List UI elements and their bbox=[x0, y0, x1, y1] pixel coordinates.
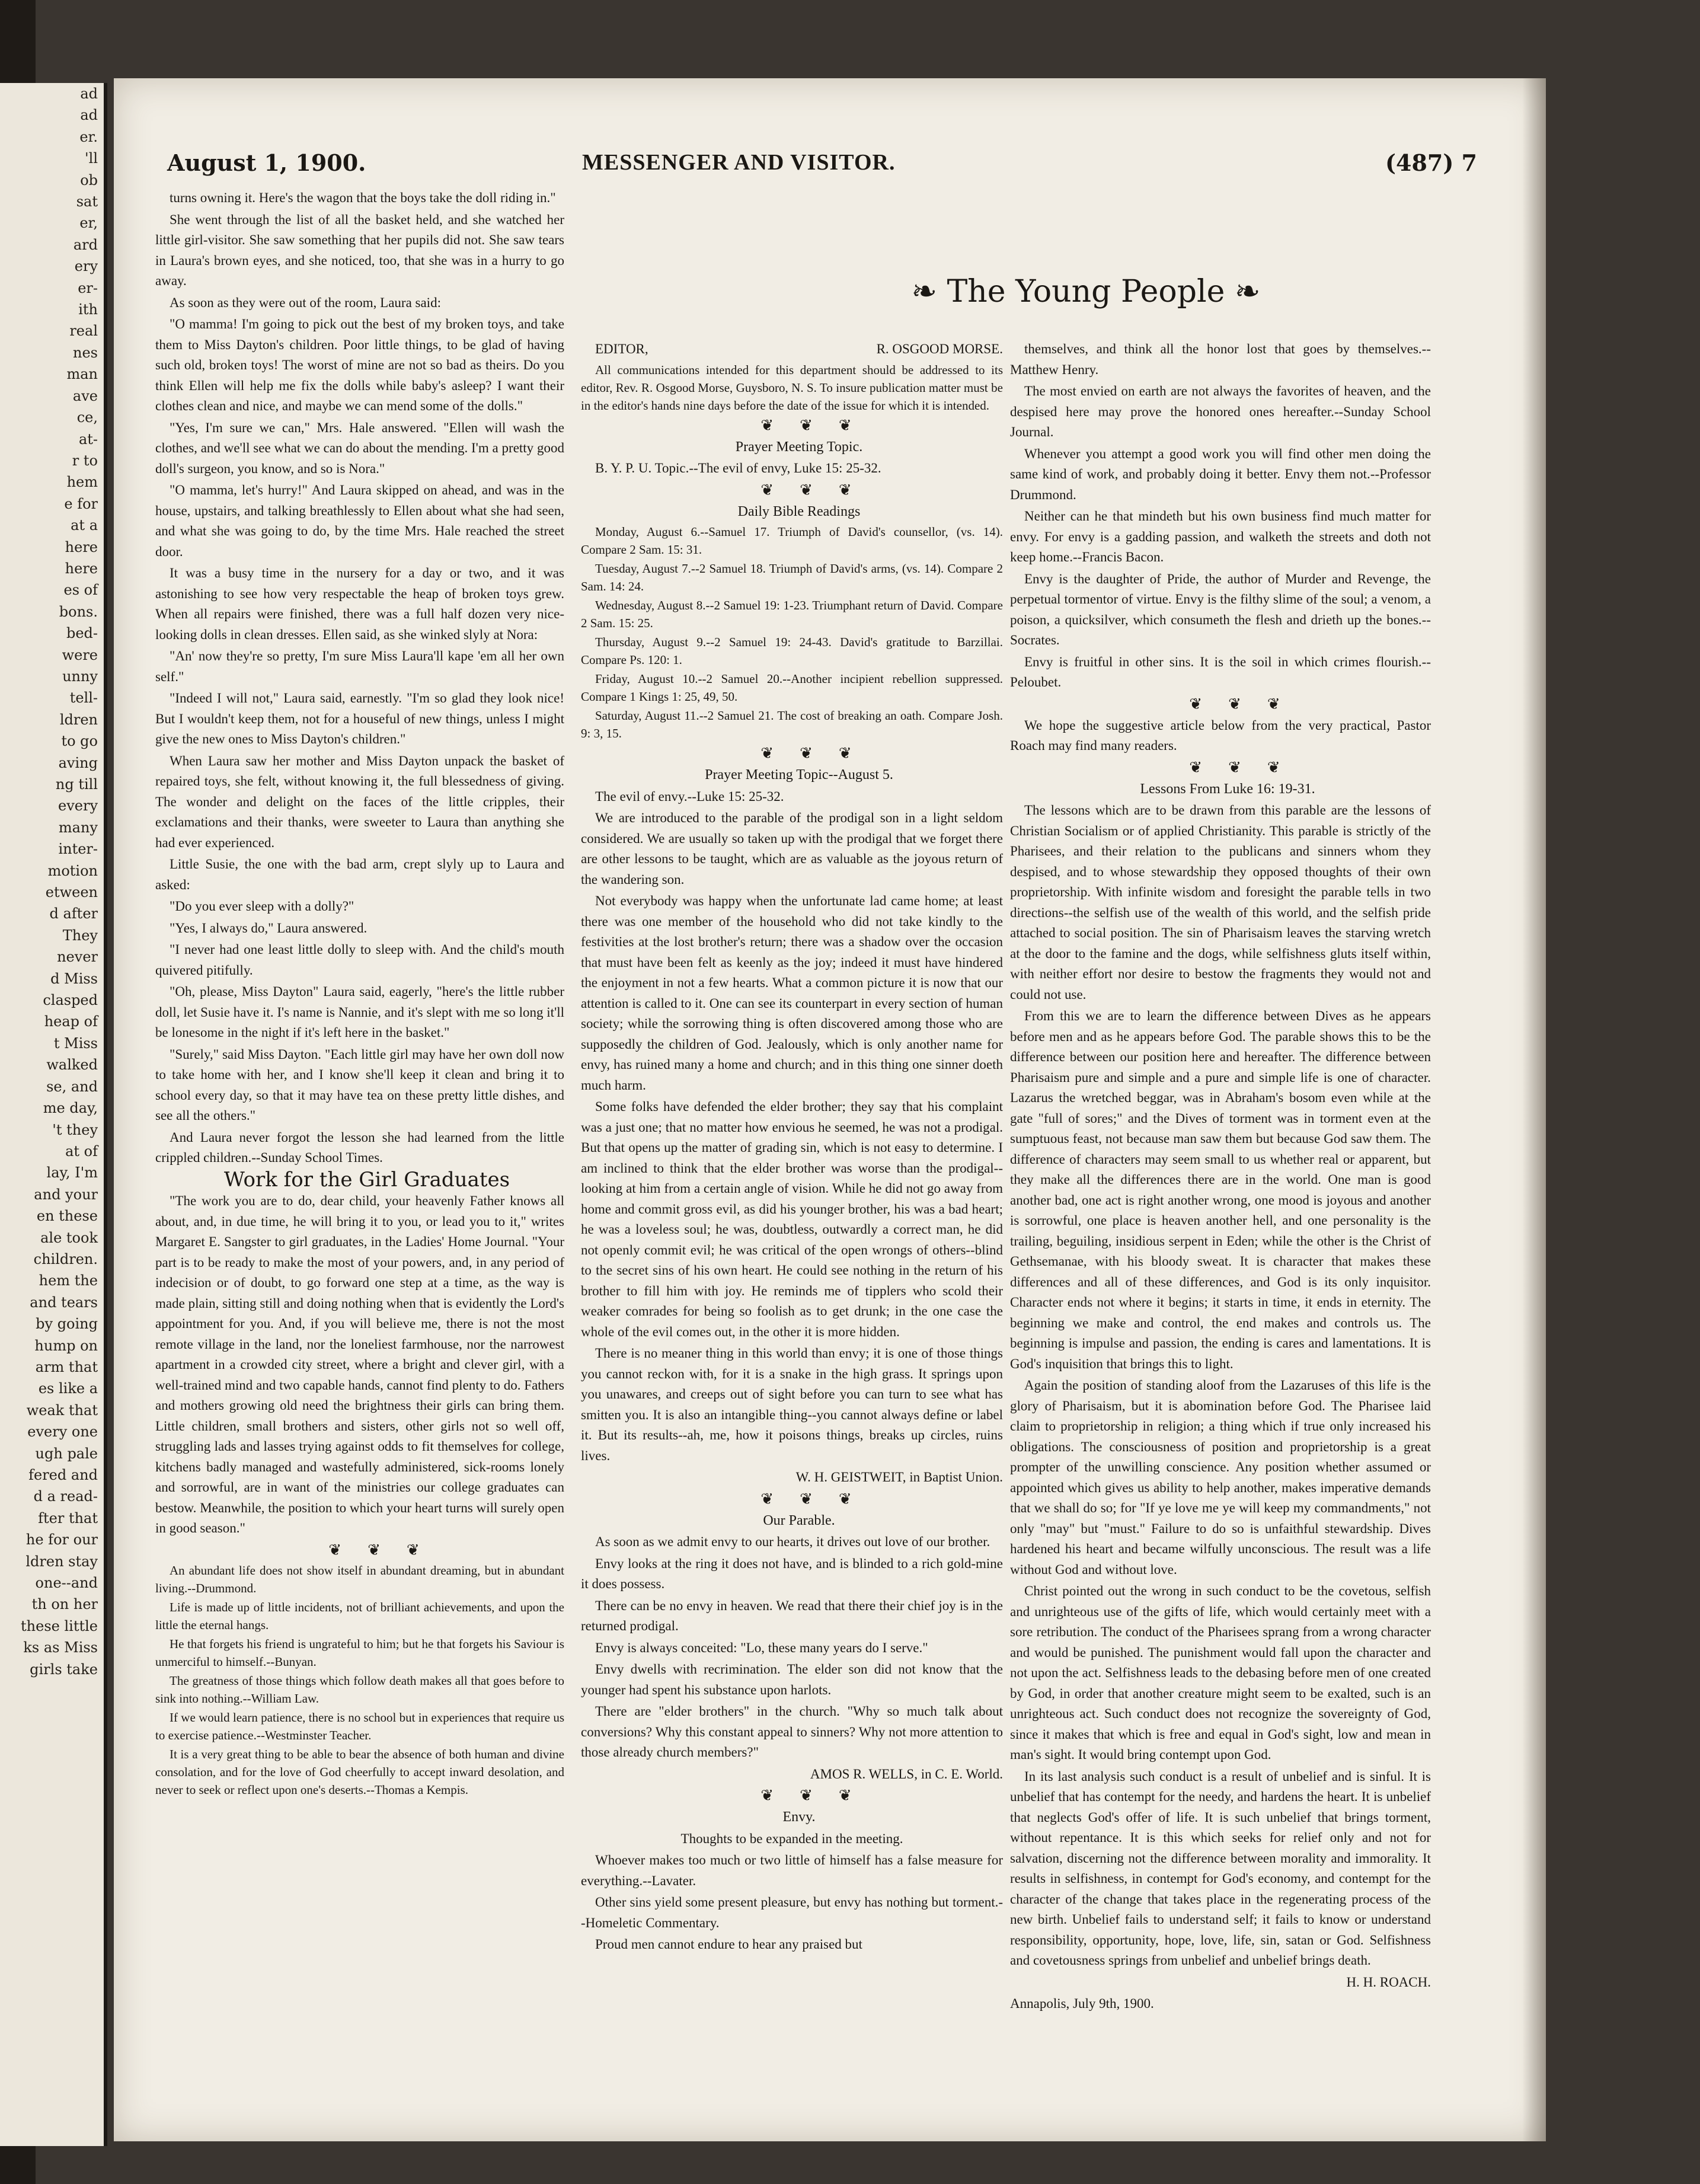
envy-quote: themselves, and think all the honor lost that goes by themselves.--Matthew Henry. bbox=[1010, 341, 1431, 377]
column-right bbox=[1010, 339, 1431, 2016]
august5-article bbox=[581, 787, 1003, 1467]
story-continuation bbox=[155, 188, 564, 1168]
story-paragraph: "O mamma, let's hurry!" And Laura skipped on ahead, and was in the house, upstairs, and talking breathlessly to Ellen about what she had seen, and what she was going to do, by the time Mrs. Hale reached the street door. bbox=[155, 483, 564, 559]
envy-quote: Envy is fruitful in other sins. It is the soil in which crimes flourish.--Peloubet. bbox=[1010, 654, 1431, 689]
lessons-article bbox=[1010, 800, 1431, 1971]
editor-note: All communications intended for this department should be addressed to its editor, Rev. R. Osgood Morse, Guysboro, N. S. To insure publication matter must be in the editor's hands nine days before the date of the issue for which it is intended. bbox=[581, 362, 1003, 413]
story-paragraph: It was a busy time in the nursery for a day or two, and it was astonishing to see how very respectable the heap of broken toys grew. When all repairs were finished, there was a full half dozen very nice-looking dolls in clean dresses. Ellen said, as she winked slyly at Nora: bbox=[155, 566, 564, 642]
fleuron-icon: ❦ bbox=[1189, 695, 1203, 713]
sliver-line: weak that bbox=[26, 1401, 98, 1419]
sliver-line: at- bbox=[78, 430, 98, 448]
sliver-line: hem bbox=[66, 474, 98, 491]
story-paragraph: When Laura saw her mother and Miss Dayton unpack the basket of repaired toys, she felt, without knowing it, the full blessedness of giving. The wonder and delight on the faces of the little cripples, their exclamations and their thanks, were sweeter to Laura than anything she had ever experienced. bbox=[155, 753, 564, 850]
work-paragraph: "The work you are to do, dear child, your heavenly Father knows all about, and, in due time, he will bring it to you, or lead you to it," writes Margaret E. Sangster to girl graduates, in the Ladies' Home Journal. "Your part is to be ready to make the most of your powers, and, in any period of indecision or of doubt, to go forward one step at a time, as the way is made plain, sitting still and doing nothing when that is evidently the Lord's appointment for you. And, if you will believe me, there is not the most remote village in the land, nor the loneliest farmhouse, nor the narrowest apartment in a crowded city street, where a bright and clever girl, with a well-trained mind and two capable hands, cannot find plenty to do. Fathers and mothers growing old need the brightness their girls can bring them. Little children, small brothers and sisters, other girls not so well off, struggling lads and lasses trying against odds to fit themselves for college, kitchens badly managed and wastefully administered, sick-rooms lonely and sorrowful, are in want of the ministries our college graduates can bestow. Meanwhile, the position to which your heart turns will surely open in good season." bbox=[155, 1193, 564, 1535]
closing-signature: H. H. ROACH. bbox=[1346, 1974, 1431, 1990]
sliver-line: d Miss bbox=[50, 970, 98, 987]
issue-date: August 1, 1900. bbox=[167, 149, 366, 176]
sliver-line: es like a bbox=[38, 1380, 98, 1397]
sliver-line: man bbox=[66, 366, 98, 383]
envy-quotes bbox=[1010, 339, 1431, 693]
ornament-divider bbox=[581, 1489, 1003, 1509]
fleuron-icon: ❦ bbox=[800, 1490, 813, 1508]
sliver-line: 'll bbox=[85, 150, 98, 167]
envy-article bbox=[581, 1850, 1003, 1955]
envy-paragraph: Other sins yield some present pleasure, but envy has nothing but torment.--Homeletic Commentary. bbox=[581, 1895, 1003, 1930]
fleuron-icon: ❦ bbox=[1228, 695, 1241, 713]
sliver-line: bed- bbox=[66, 625, 98, 642]
fleuron-icon: ❦ bbox=[760, 481, 774, 499]
sliver-line: th on her bbox=[31, 1596, 98, 1613]
article-paragraph: There is no meaner thing in this world than envy; it is one of those things you cannot reckon with, for it is a snake in the high grass. It springs upon you unawares, and creeps out of sight before you can turn to see what has smitten you. It is also an intangible thing--you cannot always define or label it. But its results--ah, me, how it poisons things, breaks up circles, ruins lives. bbox=[581, 1346, 1003, 1463]
story-paragraph: "Oh, please, Miss Dayton" Laura said, eagerly, "here's the little rubber doll, let Susie have it. I's name is Nannie, and it's slept with me so long it'll be lonesome in the night if it's left here in the basket." bbox=[155, 984, 564, 1040]
sliver-line: every one bbox=[27, 1423, 98, 1441]
fleuron-icon: ❦ bbox=[1228, 758, 1241, 776]
sliver-line: arm that bbox=[35, 1358, 98, 1375]
sliver-line: ob bbox=[80, 171, 98, 189]
sliver-line: here bbox=[65, 560, 98, 577]
sliver-line: se, and bbox=[46, 1078, 98, 1095]
sliver-line: sat bbox=[76, 193, 98, 210]
parable-paragraph: Envy dwells with recrimination. The elder son did not know that the younger had spent his substance upon harlots. bbox=[581, 1662, 1003, 1697]
sliver-line: aving bbox=[58, 754, 98, 771]
daily-readings bbox=[581, 523, 1003, 742]
story-paragraph: "Surely," said Miss Dayton. "Each little girl may have her own doll now to take home with her, and I know she'll keep it clean and bring it to school every day, so that it may have tea on these pretty little dishes, and see all the others." bbox=[155, 1046, 564, 1123]
fleuron-icon: ❦ bbox=[838, 1787, 852, 1804]
sliver-line: ng till bbox=[55, 776, 98, 793]
quote-paragraph: If we would learn patience, there is no school but in experiences that require us to exercise patience.--Westminster Teacher. bbox=[155, 1710, 564, 1742]
fleuron-icon: ❦ bbox=[800, 745, 813, 762]
sliver-line: hem the bbox=[39, 1272, 98, 1289]
august5-title: Prayer Meeting Topic--August 5. bbox=[705, 767, 893, 783]
fleuron-icon: ❦ bbox=[760, 416, 774, 434]
sliver-line: inter- bbox=[58, 841, 98, 858]
envy-title: Envy. bbox=[782, 1809, 816, 1825]
lessons-title: Lessons From Luke 16: 19-31. bbox=[1140, 781, 1315, 797]
fleuron-icon: ❦ bbox=[800, 1787, 813, 1804]
sliver-line: ks as Miss bbox=[23, 1639, 98, 1656]
department-title bbox=[819, 274, 1353, 321]
ornament-divider bbox=[1010, 694, 1431, 714]
sliver-line: and tears bbox=[30, 1294, 98, 1311]
sliver-line: They bbox=[62, 927, 98, 944]
daily-readings-title: Daily Bible Readings bbox=[737, 503, 861, 519]
sliver-line: fter that bbox=[38, 1509, 98, 1527]
sliver-line: fered and bbox=[28, 1467, 98, 1483]
sliver-line: walked bbox=[46, 1056, 98, 1074]
hope-paragraph: We hope the suggestive article below from the very practical, Pastor Roach may find many readers. bbox=[1010, 717, 1431, 753]
fleuron-icon: ❦ bbox=[760, 745, 774, 762]
quote-paragraph: He that forgets his friend is ungrateful to him; but he that forgets his Saviour is unmerciful to himself.--Bunyan. bbox=[155, 1636, 564, 1669]
sliver-line: es of bbox=[63, 582, 98, 599]
article-paragraph: The evil of envy.--Luke 15: 25-32. bbox=[595, 788, 784, 804]
quote-paragraph: The greatness of those things which follow death makes all that goes before to sink into nothing.--William Law. bbox=[155, 1673, 564, 1706]
article-paragraph: Some folks have defended the elder brother; they say that his complaint was a just one; that no matter how envious he seemed, he was not a prodigal. But that opens up the matter of grading sin, which is not easy to determine. I am inclined to think that the elder brother was worse than the prodigal--looking at him from a certain angle of vision. While he did not go away from home and commit gross evil, as did his younger brother, his was a bad heart; he was a loveless soul; he was, doubtless, outwardly a correct man, he did not openly commit evil; he was critical of the open wrongs of others--blind to the secret sins of his own heart. He could see nothing in the return of his brother to fill him with joy. He reminds me of tipplers who scold their weaker comrades for being so foolish as to get drunk; in the one case the whole of the evil comes out, in the other it is more hidden. bbox=[581, 1099, 1003, 1339]
sliver-line: many bbox=[58, 819, 98, 836]
story-paragraph: "Do you ever sleep with a dolly?" bbox=[170, 899, 354, 914]
sliver-line: at a bbox=[71, 517, 98, 534]
sliver-line: every bbox=[58, 797, 98, 815]
quote-paragraph: An abundant life does not show itself in abundant dreaming, but in abundant living.--Drummond. bbox=[155, 1563, 564, 1595]
ornament-divider bbox=[581, 743, 1003, 764]
sliver-line: unny bbox=[62, 668, 98, 685]
daily-reading: Monday, August 6.--Samuel 17. Triumph of David's counsellor, (vs. 14). Compare 2 Sam. 15: 31. bbox=[581, 525, 1003, 557]
sliver-line: ale took bbox=[40, 1229, 98, 1246]
parable-article bbox=[581, 1532, 1003, 1763]
page-shadow bbox=[1522, 78, 1546, 2141]
sliver-line: er. bbox=[79, 128, 98, 145]
sliver-line: hump on bbox=[34, 1337, 98, 1354]
fleuron-icon: ❦ bbox=[800, 481, 813, 499]
parable-paragraph: Envy is always conceited: "Lo, these many years do I serve." bbox=[595, 1640, 928, 1655]
fleuron-icon: ❦ bbox=[838, 481, 852, 499]
sliver-line: at of bbox=[65, 1142, 98, 1160]
parable-paragraph: There can be no envy in heaven. We read that there their chief joy is in the returned prodigal. bbox=[581, 1598, 1003, 1633]
sliver-line: real bbox=[69, 323, 98, 340]
fleuron-left-icon: ❧ bbox=[911, 274, 947, 309]
sliver-line: nes bbox=[73, 344, 98, 361]
envy-quote: Whenever you attempt a good work you will find other men doing the same kind of work, and probably doing it better. Envy them not.--Professor Drummond. bbox=[1010, 446, 1431, 502]
parable-title: Our Parable. bbox=[763, 1512, 835, 1528]
august5-signature: W. H. GEISTWEIT, in Baptist Union. bbox=[795, 1470, 1003, 1484]
envy-quote: Neither can he that mindeth but his own business find much matter for envy. For envy is a gadding passion, and walketh the streets and doth not keep home.--Francis Bacon. bbox=[1010, 509, 1431, 564]
sliver-line: etween bbox=[45, 884, 98, 901]
story-paragraph: She went through the list of all the basket held, and she watched her little girl-visitor. She saw something that her pupils did not. She saw tears in Laura's brown eyes, and she noticed, too, that she was in a hurry to go away. bbox=[155, 212, 564, 288]
sliver-line: d a read- bbox=[33, 1488, 98, 1505]
editor-name: R. OSGOOD MORSE. bbox=[876, 341, 1003, 356]
sliver-line: lay, I'm bbox=[46, 1164, 98, 1182]
fleuron-icon: ❦ bbox=[1267, 758, 1280, 776]
story-paragraph: Little Susie, the one with the bad arm, crept slyly up to Laura and asked: bbox=[155, 857, 564, 892]
sliver-line: t Miss bbox=[53, 1034, 98, 1052]
daily-reading: Thursday, August 9.--2 Samuel 19: 24-43. David's gratitude to Barzillai. Compare Ps. 120: 1. bbox=[581, 635, 1003, 667]
closing-place: Annapolis, July 9th, 1900. bbox=[1010, 1996, 1154, 2011]
sliver-line: ldren bbox=[59, 711, 98, 728]
previous-page-edge bbox=[0, 83, 107, 2146]
quote-paragraph: It is a very great thing to be able to bear the absence of both human and divine consolation, and for the love of God cheerfully to accept inward desolation, and never to seek or reflect upon one's deserts.--Thomas a Kempis. bbox=[155, 1746, 564, 1797]
sliver-line: ad bbox=[80, 85, 98, 102]
sliver-line: by going bbox=[36, 1315, 98, 1333]
lessons-paragraph: In its last analysis such conduct is a result of unbelief and is sinful. It is unbelief that has contempt for the needy, and hardens the heart. It is unbelief that neglects God's offer of life. It is such unbelief that brings torment, without repentance. It is this which seeks for relief only and not for salvation, discerning not the difference between morality and immorality. It results in selfishness, in contempt for God's economy, and contempt for the character of the change that takes place in the regenerating process of the new birth. Unbelief fails to understand self; it fails to know or understand responsibility, opportunity, hope, love, life, sin, satan or God. Selfishness and covetousness springs from unbelief and unbelief brings death. bbox=[1010, 1768, 1431, 1968]
lessons-paragraph: The lessons which are to be drawn from this parable are the lessons of Christian Socialism or of applied Christianity. This parable is strictly of the Pharisees, and their relation to the publicans and sinners whom they despised, and to whose stewardship they opposed thoughts of their own proprietorship. With infinite wisdom and foresight the parable tells in two directions--the selfish use of the wealth of this world, and the selfish pride attached to social position. The sin of Pharisaism leaves the starving wretch at the door to the famine and the dogs, while selfishness gluts itself within, with neither effort nor desire to bestow the fragments they would not and could not use. bbox=[1010, 803, 1431, 1002]
sliver-line: children. bbox=[33, 1250, 98, 1267]
article-paragraph: Not everybody was happy when the unfortunate lad came home; at least there was one member of the household who did not take kindly to the festivities at the lost brother's return; there was a shadow over the occasion that must have been felt as keenly as the joy; indeed it must have hindered the enjoyment in not a few hearts. What a common picture it is now that our attention is called to it. One can see its counterpart in every section of human society; while the sorrowing thing is often discovered among those who are supposedly the children of God. Jealously, which is only another name for envy, has ruined many a home and church; and in this thing one sinner doeth much harm. bbox=[581, 893, 1003, 1093]
quotes-block bbox=[155, 1562, 564, 1799]
fleuron-icon: ❦ bbox=[838, 1490, 852, 1508]
ornament-divider bbox=[581, 1786, 1003, 1806]
ornament-divider bbox=[581, 480, 1003, 500]
lessons-paragraph: From this we are to learn the difference between Dives as he appears before men and as he appears before God. The parable shows this to be the difference between our position here and hereafter. The difference between Pharisaism pure and simple and a pure and simple life is one of character. Lazarus the wretched beggar, was in Abraham's bosom even while at the gate "full of sores;" and the Dives of torment was in torment even at the sumptuous feast, not because man saw them but because God saw them. The difference of characters may seem small to us whether real or apparent, but they make all the differences there are in the world. One man is good another bad, one act is right another wrong, one mood is joyous and another is sorrowful, one place is heaven another hell, and one personality is the trailing, beguiling, insidious serpent in Eden; while the other is the Christ of Gethsemanae, with his bloody sweat. It is character that makes these differences and all of these differences, and God is its only inquisitor. Character ends not where it begins; it starts in time, it ends in eternity. The beginning we make and control, the end makes and controls us. The beginning is impulse and passion, the ending is cares and lamentations. It is God's inquisition that brings this to light. bbox=[1010, 1008, 1431, 1371]
page-number: (487) 7 bbox=[1385, 149, 1477, 176]
sliver-line: me day, bbox=[43, 1100, 98, 1117]
sliver-line: ith bbox=[78, 301, 98, 318]
sliver-line: clasped bbox=[43, 992, 98, 1009]
story-paragraph: "Yes, I'm sure we can," Mrs. Hale answered. "Ellen will wash the clothes, and we'll see what we can do about the mending. I'm a pretty good doll's surgeon, you know, and so is Nora." bbox=[155, 420, 564, 476]
lessons-paragraph: Again the position of standing aloof from the Lazaruses of this life is the glory of Pharisaism, but it is abomination before God. The Pharisee laid claim to proprietorship in religion; a thing which if true only increased his obligations. The consciousness of position and proprietorship is a great prompter of the unwilling conscience. Any position whether assumed or appointed which gives us ability to help another, makes imperative demands that we shall do so; for "If ye love me ye will keep my commandments," not only "may" but "must." Failure to do so is unfaithful stewardship. Dives hardened his heart and became wilfully unconscious. The result was a life without God and without love. bbox=[1010, 1378, 1431, 1577]
sliver-line: these little bbox=[21, 1617, 98, 1634]
sliver-line: er, bbox=[79, 215, 98, 232]
work-title: Work for the Girl Graduates bbox=[223, 1167, 510, 1192]
sliver-line: ery bbox=[74, 258, 98, 275]
ornament-divider bbox=[1010, 758, 1431, 778]
story-paragraph: turns owning it. Here's the wagon that the boys take the doll riding in." bbox=[170, 190, 556, 205]
department-title-text: The Young People bbox=[947, 274, 1225, 309]
quote-paragraph: Life is made up of little incidents, not of brilliant achievements, and upon the little the eternal hangs. bbox=[155, 1599, 564, 1632]
daily-reading: Wednesday, August 8.--2 Samuel 19: 1-23. Triumphant return of David. Compare 2 Sam. 15: 25. bbox=[581, 598, 1003, 630]
fleuron-icon: ❦ bbox=[368, 1541, 381, 1559]
ornament-divider bbox=[155, 1540, 564, 1560]
newspaper-page bbox=[114, 78, 1546, 2141]
sliver-line: tell- bbox=[69, 689, 98, 707]
fleuron-icon: ❦ bbox=[406, 1541, 420, 1559]
fleuron-icon: ❦ bbox=[838, 416, 852, 434]
sliver-line: en these bbox=[36, 1208, 98, 1225]
sliver-line: d after bbox=[49, 905, 98, 922]
envy-subtitle: Thoughts to be expanded in the meeting. bbox=[680, 1831, 903, 1846]
article-paragraph: We are introduced to the parable of the prodigal son in a light seldom considered. We are usually so taken up with the prodigal that we forget there are other lessons to be taught, which are as valuable as the joyous return of the wandering son. bbox=[581, 810, 1003, 887]
fleuron-right-icon: ❧ bbox=[1225, 274, 1261, 309]
prayer-topic: B. Y. P. U. Topic.--The evil of envy, Luke 15: 25-32. bbox=[595, 461, 881, 475]
story-paragraph: "O mamma! I'm going to pick out the best of my broken toys, and take them to Miss Dayton's children. Poor little things, to be glad of having such old, broken toys! The worst of mine are not so bad as theirs. Do you think Ellen will help me fix the dolls while baby's asleep? I want their clothes clean and nice, and maybe we can mend some of the dolls." bbox=[155, 317, 564, 413]
fleuron-icon: ❦ bbox=[760, 1787, 774, 1804]
sliver-line: girls take bbox=[30, 1661, 98, 1678]
page-header bbox=[167, 149, 1477, 185]
sliver-line: ave bbox=[72, 387, 98, 404]
fleuron-icon: ❦ bbox=[838, 745, 852, 762]
sliver-line: and your bbox=[34, 1186, 98, 1203]
column-middle bbox=[581, 339, 1003, 1956]
sliver-line: e for bbox=[64, 495, 98, 512]
envy-paragraph: Proud men cannot endure to hear any praised but bbox=[595, 1937, 862, 1952]
sliver-line: never bbox=[57, 949, 98, 966]
story-paragraph: And Laura never forgot the lesson she had learned from the little crippled children.--Sunday School Times. bbox=[155, 1129, 564, 1165]
fleuron-icon: ❦ bbox=[800, 416, 813, 434]
sliver-line: he for our bbox=[25, 1531, 98, 1548]
fleuron-icon: ❦ bbox=[1189, 758, 1203, 776]
story-paragraph: "An' now they're so pretty, I'm sure Miss Laura'll kape 'em all her own self." bbox=[155, 649, 564, 684]
sliver-line: were bbox=[62, 646, 98, 663]
sliver-line: ldren stay bbox=[25, 1553, 98, 1570]
parable-signature: AMOS R. WELLS, in C. E. World. bbox=[810, 1766, 1003, 1781]
daily-reading: Tuesday, August 7.--2 Samuel 18. Triumph of David's arms, (vs. 14). Compare 2 Sam. 14: 24. bbox=[581, 561, 1003, 593]
fleuron-icon: ❦ bbox=[760, 1490, 774, 1508]
sliver-line: er- bbox=[78, 279, 98, 296]
column-left bbox=[155, 188, 564, 1800]
story-paragraph: As soon as they were out of the room, Laura said: bbox=[170, 295, 441, 310]
sliver-line: 't they bbox=[52, 1121, 98, 1138]
sliver-line: ard bbox=[73, 236, 98, 253]
daily-reading: Friday, August 10.--2 Samuel 20.--Another incipient rebellion suppressed. Compare 1 Kings 1: 25, 49, 50. bbox=[581, 672, 1003, 704]
parable-paragraph: There are "elder brothers" in the church. "Why so much talk about conversions? Why this constant appeal to sinners? Why not more attention to those already church members?" bbox=[581, 1704, 1003, 1760]
sliver-line: motion bbox=[47, 862, 98, 879]
lessons-paragraph: Christ pointed out the wrong in such conduct to be the covetous, selfish and unrighteous use of the gifts of life, which would certainly meet with a sore retribution. The conduct of the Pharisees sprang from a wrong character and would be punished. The punishment would fall upon the character and not upon the act. Selfishness leads to the debasing before men of one created by God, in order that another creature might seem to be exalted, such is an unrighteous act. Such conduct does not recognize the sovereignty of God, since it makes that which is free and equal in God's sight, low and mean in man's sight. It would bring contempt upon God. bbox=[1010, 1583, 1431, 1762]
masthead: MESSENGER AND VISITOR. bbox=[582, 150, 896, 175]
sliver-line: one--and bbox=[35, 1575, 98, 1592]
envy-quote: Envy is the daughter of Pride, the author of Murder and Revenge, the perpetual tormentor of virtue. Envy is the filthy slime of the soul; a venom, a poison, a quicksilver, which consumeth the flesh and drieth up the bones.--Socrates. bbox=[1010, 571, 1431, 647]
sliver-line: ce, bbox=[76, 409, 98, 426]
story-paragraph: "Indeed I will not," Laura said, earnestly. "I'm so glad they look nice! But I wouldn't keep them, not for a houseful of new things, unless I might give the new ones to Miss Dayton's children." bbox=[155, 691, 564, 746]
ornament-divider bbox=[581, 416, 1003, 436]
sliver-line: ugh pale bbox=[35, 1445, 98, 1462]
sliver-line: bons. bbox=[59, 603, 98, 620]
envy-paragraph: Whoever makes too much or two little of himself has a false measure for everything.--Lavater. bbox=[581, 1853, 1003, 1888]
story-paragraph: "I never had one least little dolly to sleep with. And the child's mouth quivered pitifully. bbox=[155, 942, 564, 978]
sliver-line: ad bbox=[80, 107, 98, 124]
parable-paragraph: Envy looks at the ring it does not have, and is blinded to a rich gold-mine it does possess. bbox=[581, 1556, 1003, 1591]
envy-quote: The most envied on earth are not always the favorites of heaven, and the despised here may prove the honored ones hereafter.--Sunday School Journal. bbox=[1010, 384, 1431, 439]
sliver-line: to go bbox=[61, 733, 98, 750]
editor-label: EDITOR, bbox=[595, 341, 648, 356]
prayer-topic-title: Prayer Meeting Topic. bbox=[735, 439, 863, 455]
fleuron-icon: ❦ bbox=[1267, 695, 1280, 713]
story-paragraph: "Yes, I always do," Laura answered. bbox=[170, 920, 368, 935]
parable-paragraph: As soon as we admit envy to our hearts, it drives out love of our brother. bbox=[595, 1534, 990, 1549]
fleuron-icon: ❦ bbox=[328, 1541, 342, 1559]
sliver-line: r to bbox=[72, 452, 98, 469]
editor-line bbox=[581, 339, 1003, 360]
sliver-line: here bbox=[65, 538, 98, 555]
daily-reading: Saturday, August 11.--2 Samuel 21. The cost of breaking an oath. Compare Josh. 9: 3, 15. bbox=[581, 708, 1003, 740]
sliver-line: heap of bbox=[44, 1013, 98, 1030]
